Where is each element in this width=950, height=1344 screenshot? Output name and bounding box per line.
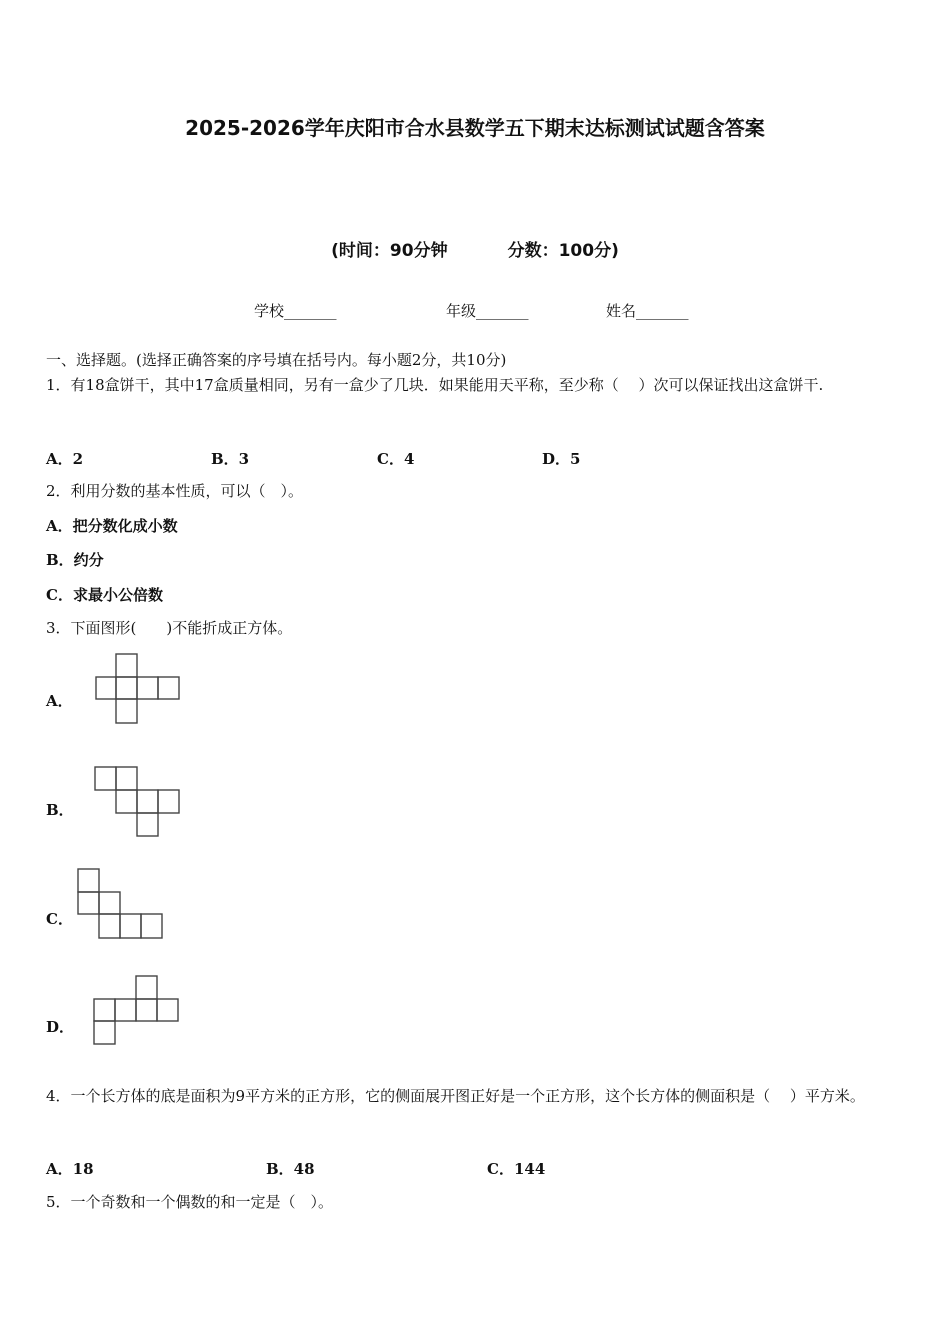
q2-option-a: A．把分数化成小数: [46, 517, 178, 535]
exam-meta: [0, 236, 950, 261]
grade-field[interactable]: 年级_______: [446, 302, 529, 320]
q3-option-b: B．: [46, 801, 74, 819]
q1-option-c: C．4: [377, 450, 415, 468]
q3-option-a: A．: [46, 692, 73, 710]
section-heading: 一、选择题。(选择正确答案的序号填在括号内。每小题2分，共10分): [46, 351, 507, 369]
exam-time: (时间：90分钟: [331, 241, 448, 261]
q2-option-c: C．求最小公倍数: [46, 586, 163, 604]
cube-net-a: [94, 652, 184, 728]
question-5: 5．一个奇数和一个偶数的和一定是（ ）。: [46, 1193, 334, 1211]
q3-option-c: C．: [46, 910, 73, 928]
question-2: 2．利用分数的基本性质，可以（ ）。: [46, 482, 304, 500]
q4-option-b: B．48: [266, 1160, 315, 1178]
cube-net-c: [76, 867, 168, 941]
q1-option-a: A．2: [46, 450, 84, 468]
document-title: 2025-2026学年庆阳市合水县数学五下期末达标测试试题含答案: [185, 116, 765, 140]
exam-score: 分数：100分): [507, 241, 619, 261]
q3-option-d: D．: [46, 1018, 75, 1036]
q4-option-a: A．18: [46, 1160, 94, 1178]
question-4: 4．一个长方体的底是面积为9平方米的正方形，它的侧面展开图正好是一个正方形，这个长方体的侧面积是（ ）平方米。: [46, 1087, 865, 1105]
name-field[interactable]: 姓名_______: [606, 302, 689, 320]
question-3: 3．下面图形( )不能折成正方体。: [46, 619, 293, 637]
cube-net-d: [92, 974, 182, 1048]
q1-option-b: B．3: [211, 450, 250, 468]
q1-option-d: D．5: [542, 450, 581, 468]
school-field[interactable]: 学校_______: [254, 302, 337, 320]
q4-option-c: C．144: [487, 1160, 546, 1178]
question-1: 1．有18盒饼干，其中17盒质量相同，另有一盒少了几块．如果能用天平称，至少称（ ）次可以保证找出这盒饼干.: [46, 376, 824, 394]
cube-net-b: [94, 766, 184, 840]
q2-option-b: B．约分: [46, 551, 104, 569]
